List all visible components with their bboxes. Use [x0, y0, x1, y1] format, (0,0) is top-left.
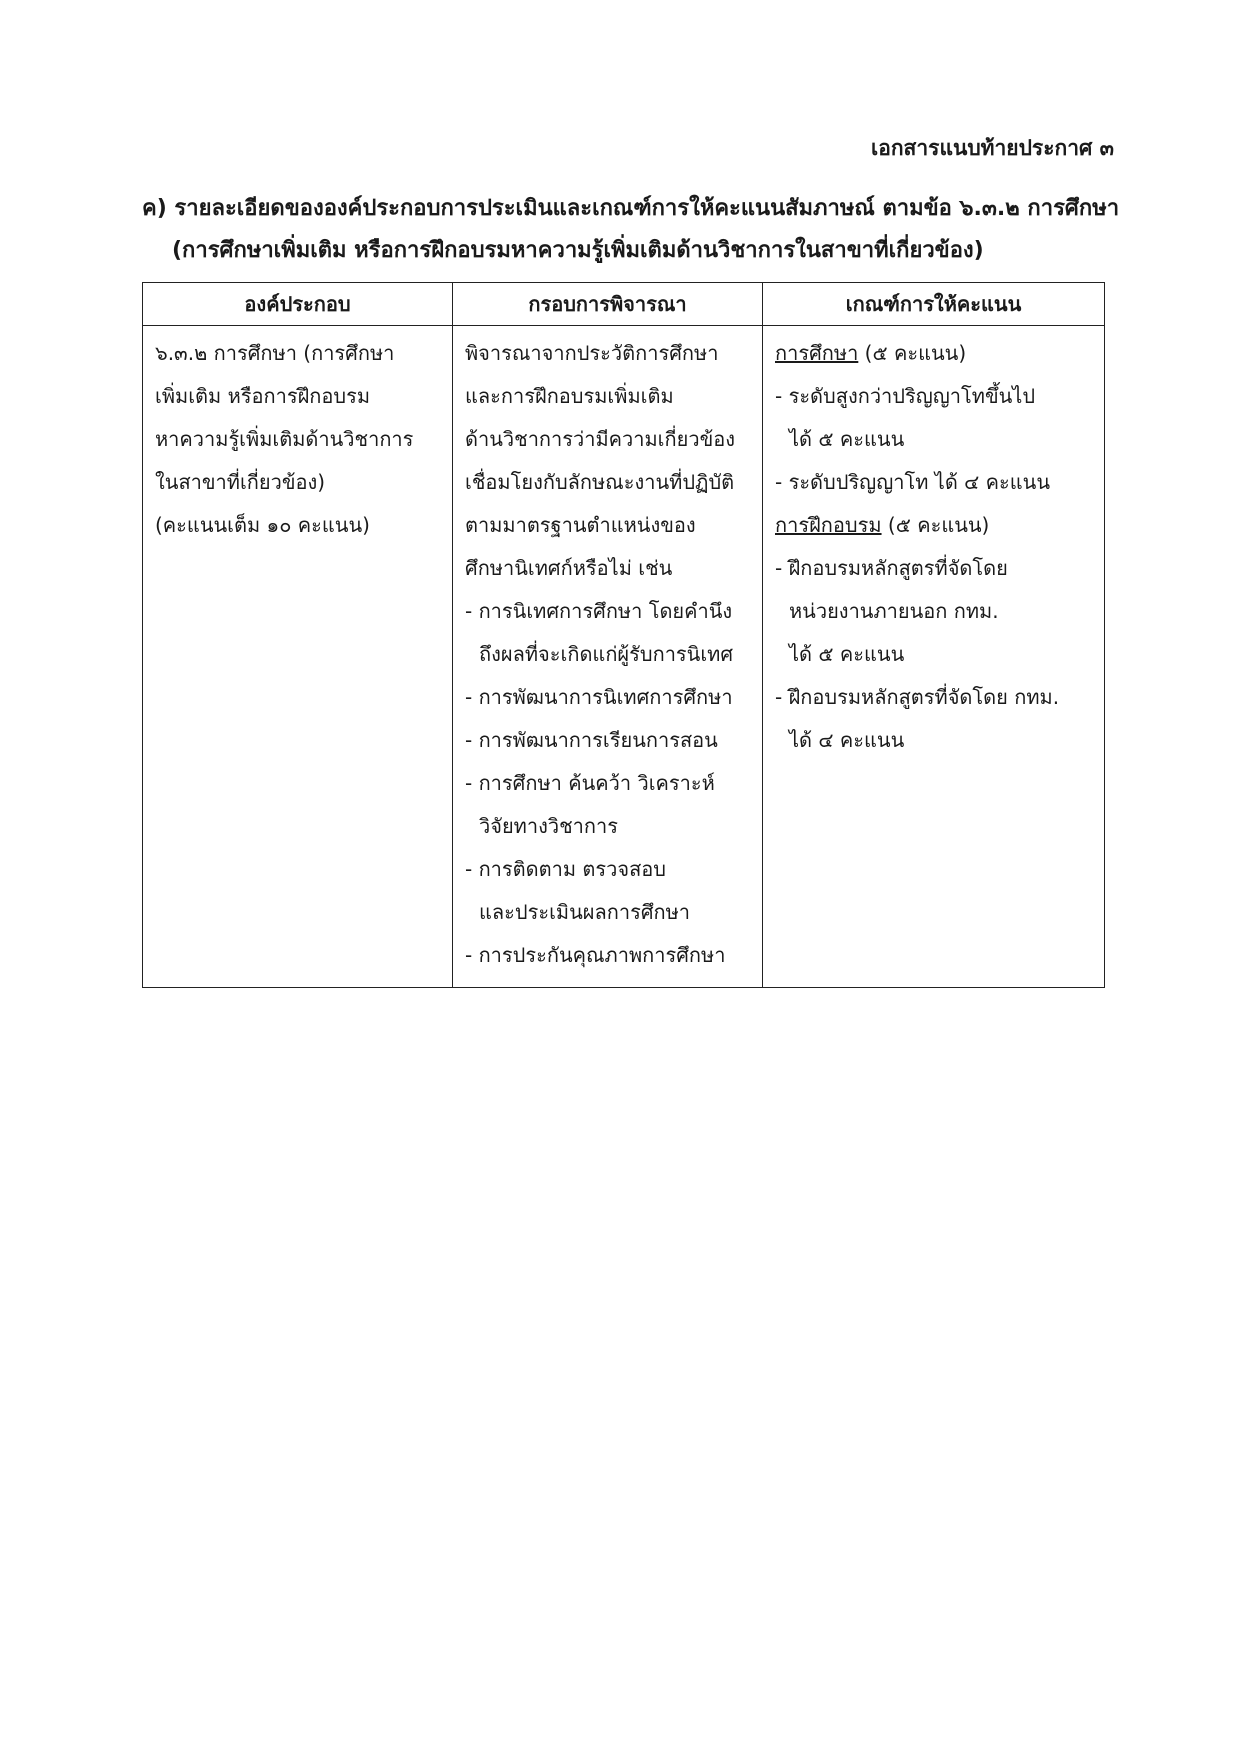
- framework-line: ศึกษานิเทศก์หรือไม่ เช่น: [465, 556, 673, 580]
- framework-line: และประเมินผลการศึกษา: [479, 900, 691, 924]
- training-heading: [775, 504, 1092, 547]
- scoring-line: - ฝึกอบรมหลักสูตรที่จัดโดย กทม.: [775, 685, 1060, 709]
- framework-line: ถึงผลที่จะเกิดแก่ผู้รับการนิเทศ: [479, 642, 734, 666]
- page-heading: [142, 188, 1120, 272]
- framework-line: - การพัฒนาการเรียนการสอน: [465, 728, 718, 752]
- education-points: (๕ คะแนน): [858, 341, 967, 365]
- framework-line: ตามมาตรฐานตำแหน่งของ: [465, 513, 696, 537]
- framework-line: เชื่อมโยงกับลักษณะงานที่ปฏิบัติ: [465, 470, 735, 494]
- component-line: เพิ่มเติม หรือการฝึกอบรม: [155, 384, 371, 408]
- framework-line: - การติดตาม ตรวจสอบ: [465, 857, 666, 881]
- heading-line-2: (การศึกษาเพิ่มเติม หรือการฝึกอบรมหาความรู้เพิ่มเติมด้านวิชาการในสาขาที่เกี่ยวข้อง): [172, 238, 984, 263]
- table-row: [143, 326, 1105, 988]
- header-framework: กรอบการพิจารณา: [453, 283, 763, 326]
- table-header-row: [143, 283, 1105, 326]
- criteria-table: [142, 282, 1105, 988]
- education-title: การศึกษา: [775, 341, 859, 365]
- framework-line: ด้านวิชาการว่ามีความเกี่ยวข้อง: [465, 427, 736, 451]
- framework-line: พิจารณาจากประวัติการศึกษา: [465, 341, 719, 365]
- scoring-line: ได้ ๔ คะแนน: [789, 728, 905, 752]
- framework-line: - การพัฒนาการนิเทศการศึกษา: [465, 685, 733, 709]
- framework-line: วิจัยทางวิชาการ: [479, 814, 618, 838]
- scoring-line: หน่วยงานภายนอก กทม.: [789, 599, 999, 623]
- framework-cell: [453, 326, 763, 988]
- scoring-line: ได้ ๕ คะแนน: [789, 427, 905, 451]
- training-title: การฝึกอบรม: [775, 513, 882, 537]
- framework-line: - การศึกษา ค้นคว้า วิเคราะห์: [465, 771, 715, 795]
- header-scoring: เกณฑ์การให้คะแนน: [763, 283, 1105, 326]
- document-label: เอกสารแนบท้ายประกาศ ๓: [871, 136, 1114, 160]
- header-component: องค์ประกอบ: [143, 283, 453, 326]
- framework-line: - การนิเทศการศึกษา โดยคำนึง: [465, 599, 733, 623]
- education-heading: [775, 332, 1092, 375]
- component-line: (คะแนนเต็ม ๑๐ คะแนน): [155, 513, 370, 537]
- scoring-line: - ระดับปริญญาโท ได้ ๔ คะแนน: [775, 470, 1051, 494]
- component-line: หาความรู้เพิ่มเติมด้านวิชาการ: [155, 427, 414, 451]
- component-line: ในสาขาที่เกี่ยวข้อง): [155, 470, 326, 494]
- component-line: ๖.๓.๒ การศึกษา (การศึกษา: [155, 341, 395, 365]
- scoring-cell: [763, 326, 1105, 988]
- scoring-line: - ฝึกอบรมหลักสูตรที่จัดโดย: [775, 556, 1008, 580]
- heading-line-1: ค) รายละเอียดขององค์ประกอบการประเมินและเกณฑ์การให้คะแนนสัมภาษณ์ ตามข้อ ๖.๓.๒ การศึกษา: [142, 196, 1120, 221]
- framework-line: - การประกันคุณภาพการศึกษา: [465, 943, 726, 967]
- component-cell: [143, 326, 453, 988]
- scoring-line: ได้ ๕ คะแนน: [789, 642, 905, 666]
- framework-line: และการฝึกอบรมเพิ่มเติม: [465, 384, 674, 408]
- scoring-line: - ระดับสูงกว่าปริญญาโทขึ้นไป: [775, 384, 1036, 408]
- training-points: (๕ คะแนน): [881, 513, 990, 537]
